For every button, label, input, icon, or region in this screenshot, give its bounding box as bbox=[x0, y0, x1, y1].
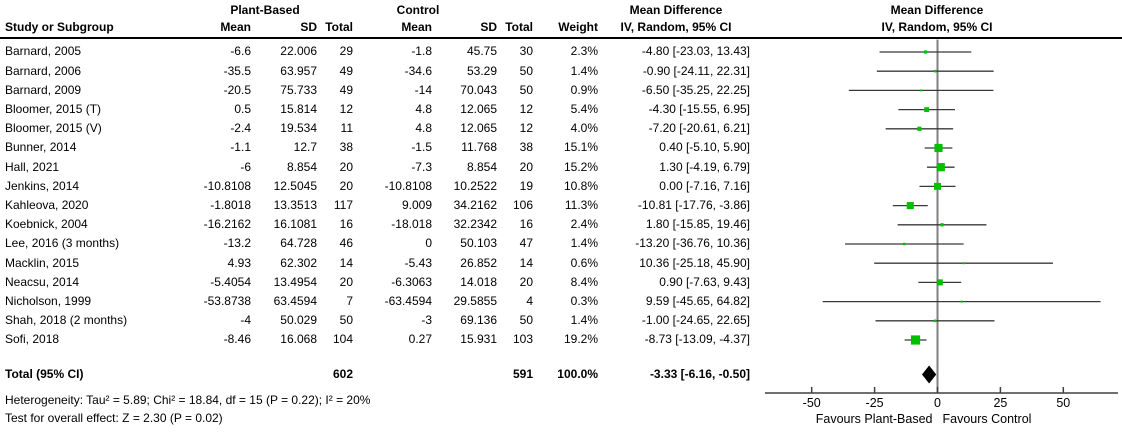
study-c-mean: 9.009 bbox=[401, 198, 432, 212]
weight-column-header: Weight bbox=[558, 20, 598, 34]
study-row bbox=[0, 42, 1122, 61]
study-row bbox=[0, 100, 1122, 119]
study-md-text: -0.90 [-24.11, 22.31] bbox=[642, 63, 750, 78]
study-c-mean: 4.8 bbox=[415, 121, 432, 136]
study-c-sd: 70.043 bbox=[460, 82, 497, 97]
study-name: Shah, 2018 (2 months) bbox=[5, 313, 128, 328]
study-md-text: -8.73 [-13.09, -4.37] bbox=[644, 332, 750, 347]
study-name: Macklin, 2015 bbox=[5, 255, 80, 270]
study-md-text: -7.20 [-20.61, 6.21] bbox=[648, 121, 750, 136]
study-p-total: 16 bbox=[339, 217, 353, 232]
study-c-sd: 32.2342 bbox=[453, 217, 497, 232]
study-row bbox=[0, 196, 1122, 215]
study-p-total: 50 bbox=[339, 313, 353, 328]
study-weight: 8.4% bbox=[570, 274, 598, 289]
study-weight: 15.1% bbox=[563, 140, 598, 155]
control-mean-column-header: Mean bbox=[401, 20, 432, 34]
study-c-total: 106 bbox=[512, 198, 533, 212]
study-c-mean: 0.27 bbox=[408, 332, 432, 347]
study-c-total: 19 bbox=[519, 178, 533, 193]
study-row bbox=[0, 292, 1122, 311]
study-p-sd: 63.4594 bbox=[273, 294, 317, 308]
study-p-sd: 16.1081 bbox=[273, 217, 317, 232]
plant-total-column-header: Total bbox=[325, 20, 353, 34]
study-md-text: 0.90 [-7.63, 9.43] bbox=[659, 274, 750, 289]
study-md-text: -6.50 [-35.25, 22.25] bbox=[641, 82, 750, 97]
forest-plot-title: Mean Difference bbox=[890, 3, 984, 17]
md-iv-column-header: IV, Random, 95% CI bbox=[620, 20, 732, 34]
study-md-text: -13.20 [-36.76, 10.36] bbox=[635, 236, 750, 251]
total-weight: 100.0% bbox=[557, 367, 598, 381]
study-weight: 0.6% bbox=[570, 255, 598, 270]
study-md-text: 0.00 [-7.16, 7.16] bbox=[659, 178, 750, 193]
study-p-mean: -20.5 bbox=[223, 82, 251, 97]
favours-left-label: Favours Plant-Based bbox=[815, 412, 933, 426]
study-p-total: 117 bbox=[333, 198, 353, 212]
study-row bbox=[0, 177, 1122, 196]
total-md-ci: -3.33 [-6.16, -0.50] bbox=[649, 367, 750, 381]
study-p-total: 20 bbox=[339, 274, 353, 289]
study-name: Sofi, 2018 bbox=[5, 332, 60, 347]
study-c-sd: 12.065 bbox=[460, 102, 497, 116]
study-c-sd: 53.29 bbox=[466, 63, 497, 78]
study-weight: 10.8% bbox=[563, 178, 598, 193]
study-weight: 2.3% bbox=[570, 44, 598, 59]
study-c-mean: -14 bbox=[414, 82, 432, 97]
study-p-sd: 22.006 bbox=[280, 44, 317, 59]
study-c-sd: 50.103 bbox=[460, 236, 497, 251]
study-name: Barnard, 2005 bbox=[5, 44, 82, 59]
study-column-header: Study or Subgroup bbox=[5, 20, 114, 34]
study-md-text: -1.00 [-24.65, 22.65] bbox=[641, 313, 750, 328]
study-c-mean: 4.8 bbox=[415, 102, 432, 116]
study-p-sd: 63.957 bbox=[280, 63, 317, 78]
study-c-total: 103 bbox=[512, 332, 533, 347]
study-row bbox=[0, 81, 1122, 100]
study-row bbox=[0, 234, 1122, 253]
study-c-sd: 14.018 bbox=[460, 274, 497, 289]
study-c-sd: 34.2162 bbox=[453, 198, 497, 212]
study-p-total: 12 bbox=[339, 102, 353, 116]
study-p-sd: 15.814 bbox=[280, 102, 317, 116]
study-c-total: 30 bbox=[519, 44, 533, 59]
study-weight: 1.4% bbox=[570, 236, 598, 251]
study-c-total: 16 bbox=[519, 217, 533, 232]
study-c-sd: 10.2522 bbox=[453, 178, 497, 193]
heterogeneity-note: Heterogeneity: Tau² = 5.89; Chi² = 18.84, df = 15 (P = 0.22); I² = 20% bbox=[5, 393, 371, 407]
plant-based-group-header: Plant-Based bbox=[230, 3, 300, 17]
total-label: Total (95% CI) bbox=[5, 367, 84, 381]
study-c-total: 50 bbox=[519, 63, 533, 78]
study-p-sd: 19.534 bbox=[280, 121, 317, 136]
study-name: Bloomer, 2015 (V) bbox=[5, 121, 102, 136]
study-p-sd: 13.4954 bbox=[273, 274, 317, 289]
study-c-mean: -1.8 bbox=[411, 44, 432, 59]
study-p-sd: 16.068 bbox=[280, 332, 317, 347]
favours-right-label: Favours Control bbox=[942, 412, 1032, 426]
study-md-text: 9.59 [-45.65, 64.82] bbox=[645, 294, 750, 308]
study-md-text: 1.80 [-15.85, 19.46] bbox=[645, 217, 750, 232]
study-name: Barnard, 2006 bbox=[5, 63, 82, 78]
study-p-mean: 4.93 bbox=[227, 255, 251, 270]
tick-label: 50 bbox=[1056, 396, 1071, 410]
study-p-sd: 13.3513 bbox=[273, 198, 317, 212]
study-row bbox=[0, 158, 1122, 177]
study-md-text: 0.40 [-5.10, 5.90] bbox=[659, 140, 750, 155]
study-p-mean: -53.8738 bbox=[203, 294, 251, 308]
study-c-total: 12 bbox=[519, 121, 533, 136]
study-p-mean: 0.5 bbox=[234, 102, 251, 116]
study-p-sd: 12.5045 bbox=[273, 178, 317, 193]
study-c-total: 20 bbox=[519, 159, 533, 174]
study-p-sd: 12.7 bbox=[293, 140, 317, 155]
study-weight: 0.3% bbox=[570, 294, 598, 308]
study-p-mean: -8.46 bbox=[223, 332, 251, 347]
study-c-mean: -63.4594 bbox=[384, 294, 432, 308]
study-p-total: 20 bbox=[339, 159, 353, 174]
study-c-total: 50 bbox=[519, 82, 533, 97]
study-p-mean: -2.4 bbox=[230, 121, 251, 136]
study-p-total: 46 bbox=[339, 236, 353, 251]
study-name: Barnard, 2009 bbox=[5, 82, 82, 97]
overall-effect-note: Test for overall effect: Z = 2.30 (P = 0.02) bbox=[5, 411, 223, 425]
study-p-total: 104 bbox=[332, 332, 353, 347]
study-name: Bunner, 2014 bbox=[5, 140, 77, 155]
study-weight: 1.4% bbox=[570, 63, 598, 78]
study-md-text: -4.30 [-15.55, 6.95] bbox=[648, 102, 750, 116]
study-row bbox=[0, 62, 1122, 81]
study-weight: 2.4% bbox=[570, 217, 598, 232]
study-name: Hall, 2021 bbox=[5, 159, 60, 174]
study-md-text: -4.80 [-23.03, 13.43] bbox=[641, 44, 750, 59]
study-c-sd: 29.5855 bbox=[453, 294, 497, 308]
study-p-mean: -1.8018 bbox=[210, 198, 251, 212]
study-name: Koebnick, 2004 bbox=[5, 217, 88, 232]
study-name: Jenkins, 2014 bbox=[5, 178, 80, 193]
header-divider-line bbox=[0, 37, 1122, 39]
study-c-total: 4 bbox=[526, 294, 533, 308]
study-p-sd: 64.728 bbox=[280, 236, 317, 251]
study-row bbox=[0, 311, 1122, 330]
study-p-sd: 62.302 bbox=[280, 255, 317, 270]
study-c-mean: -5.43 bbox=[404, 255, 432, 270]
md-column-title: Mean Difference bbox=[629, 3, 723, 17]
study-row bbox=[0, 215, 1122, 234]
study-weight: 1.4% bbox=[570, 313, 598, 328]
study-p-total: 14 bbox=[339, 255, 353, 270]
study-weight: 15.2% bbox=[563, 159, 598, 174]
study-weight: 5.4% bbox=[570, 102, 598, 116]
forest-plot-subtitle: IV, Random, 95% CI bbox=[881, 20, 993, 34]
study-md-text: 1.30 [-4.19, 6.79] bbox=[659, 159, 750, 174]
study-c-total: 12 bbox=[519, 102, 533, 116]
study-weight: 0.9% bbox=[570, 82, 598, 97]
study-c-mean: -6.3063 bbox=[391, 274, 432, 289]
study-p-sd: 8.854 bbox=[286, 159, 317, 174]
control-total-column-header: Total bbox=[505, 20, 533, 34]
study-p-mean: -16.2162 bbox=[203, 217, 251, 232]
study-c-total: 20 bbox=[519, 274, 533, 289]
study-p-total: 7 bbox=[346, 294, 353, 308]
control-sd-column-header: SD bbox=[480, 20, 497, 34]
study-c-total: 50 bbox=[519, 313, 533, 328]
study-row bbox=[0, 273, 1122, 292]
study-weight: 19.2% bbox=[563, 332, 598, 347]
study-p-total: 20 bbox=[339, 178, 353, 193]
tick-label: -50 bbox=[802, 396, 821, 410]
study-p-mean: -35.5 bbox=[223, 63, 251, 78]
study-row bbox=[0, 254, 1122, 273]
study-c-mean: -10.8108 bbox=[384, 178, 432, 193]
study-name: Bloomer, 2015 (T) bbox=[5, 102, 102, 116]
study-p-mean: -6.6 bbox=[230, 44, 251, 59]
study-c-mean: -3 bbox=[421, 313, 432, 328]
study-p-mean: -5.4054 bbox=[210, 274, 251, 289]
study-row bbox=[0, 119, 1122, 138]
study-p-mean: -1.1 bbox=[230, 140, 251, 155]
total-row bbox=[0, 365, 1122, 384]
study-name: Lee, 2016 (3 months) bbox=[5, 236, 120, 251]
study-c-sd: 45.75 bbox=[466, 44, 497, 59]
study-md-text: -10.81 [-17.76, -3.86] bbox=[637, 198, 750, 212]
study-c-total: 47 bbox=[519, 236, 533, 251]
study-c-mean: 0 bbox=[425, 236, 432, 251]
study-p-total: 29 bbox=[339, 44, 353, 59]
study-p-sd: 75.733 bbox=[280, 82, 317, 97]
plant-sd-column-header: SD bbox=[300, 20, 317, 34]
study-p-mean: -4 bbox=[240, 313, 251, 328]
study-p-mean: -13.2 bbox=[223, 236, 251, 251]
study-name: Nicholson, 1999 bbox=[5, 294, 92, 308]
study-c-total: 38 bbox=[519, 140, 533, 155]
study-name: Neacsu, 2014 bbox=[5, 274, 80, 289]
study-c-sd: 26.852 bbox=[460, 255, 497, 270]
study-p-sd: 50.029 bbox=[280, 313, 317, 328]
study-name: Kahleova, 2020 bbox=[5, 198, 89, 212]
study-p-total: 38 bbox=[339, 140, 353, 155]
study-c-sd: 11.768 bbox=[461, 140, 497, 155]
study-c-total: 14 bbox=[519, 255, 533, 270]
study-c-sd: 15.931 bbox=[460, 332, 497, 347]
study-p-mean: -6 bbox=[240, 159, 251, 174]
study-c-sd: 12.065 bbox=[460, 121, 497, 136]
study-p-total: 49 bbox=[339, 82, 353, 97]
study-weight: 4.0% bbox=[570, 121, 598, 136]
tick-label: 25 bbox=[993, 396, 1008, 410]
total-control-n: 591 bbox=[512, 367, 533, 381]
study-weight: 11.3% bbox=[564, 198, 598, 212]
study-row bbox=[0, 138, 1122, 157]
study-p-total: 49 bbox=[339, 63, 353, 78]
study-p-mean: -10.8108 bbox=[203, 178, 251, 193]
study-c-sd: 69.136 bbox=[460, 313, 497, 328]
study-c-mean: -1.5 bbox=[411, 140, 432, 155]
tick-label: 0 bbox=[934, 396, 941, 410]
study-c-mean: -7.3 bbox=[411, 159, 432, 174]
study-row bbox=[0, 330, 1122, 349]
study-c-sd: 8.854 bbox=[466, 159, 497, 174]
control-group-header: Control bbox=[396, 3, 440, 17]
plant-mean-column-header: Mean bbox=[220, 20, 251, 34]
study-p-total: 11 bbox=[340, 121, 353, 136]
study-c-mean: -34.6 bbox=[404, 63, 432, 78]
study-c-mean: -18.018 bbox=[391, 217, 432, 232]
tick-label: -25 bbox=[865, 396, 884, 410]
study-md-text: 10.36 [-25.18, 45.90] bbox=[639, 255, 750, 270]
total-plant-n: 602 bbox=[332, 367, 353, 381]
